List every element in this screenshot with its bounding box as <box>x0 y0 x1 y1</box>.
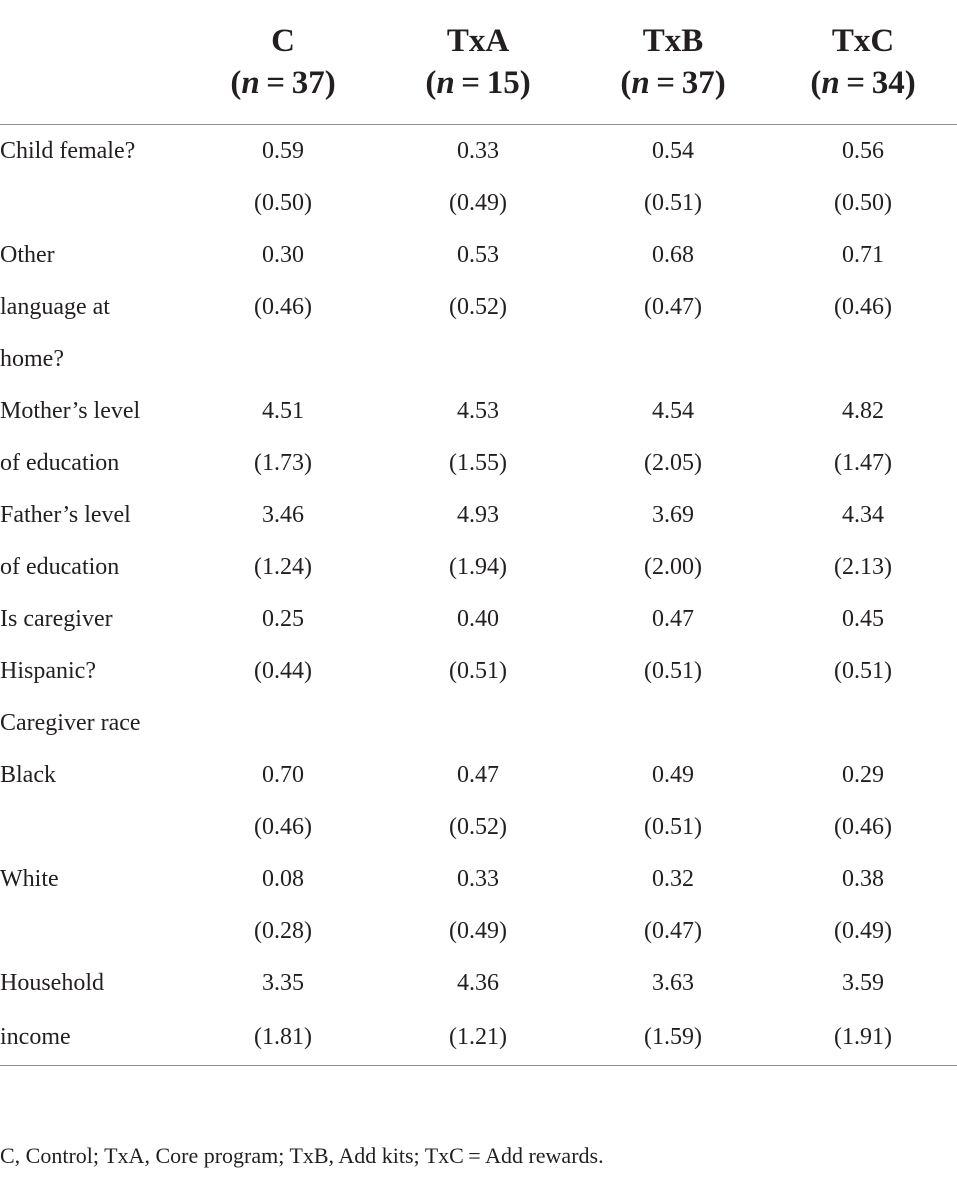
value-cell: 0.70 <box>262 761 304 788</box>
value-cell: 0.49 <box>652 761 694 788</box>
table-row <box>0 749 957 801</box>
table-row <box>0 281 957 333</box>
value-cell: (0.51) <box>834 657 892 684</box>
value-cell: 3.59 <box>842 969 884 996</box>
value-cell <box>769 697 957 749</box>
value-cell: 0.40 <box>457 605 499 632</box>
row-label: Other <box>0 241 55 268</box>
row-label: Black <box>0 761 56 788</box>
row-label: White <box>0 865 59 892</box>
value-cell: 0.56 <box>842 137 884 164</box>
value-cell <box>379 697 577 749</box>
table-row <box>0 1009 957 1066</box>
value-cell <box>187 697 379 749</box>
value-cell: 3.69 <box>652 501 694 528</box>
value-cell: (0.49) <box>449 189 507 216</box>
value-cell: (0.46) <box>834 293 892 320</box>
column-sample-size: (n = 15) <box>425 65 531 101</box>
value-cell <box>577 697 769 749</box>
table-row <box>0 697 957 749</box>
value-cell: (0.52) <box>449 293 507 320</box>
value-cell: 3.63 <box>652 969 694 996</box>
value-cell: 0.59 <box>262 137 304 164</box>
value-cell: (0.49) <box>449 917 507 944</box>
value-cell: 0.29 <box>842 761 884 788</box>
value-cell: (2.13) <box>834 553 892 580</box>
column-header-txc <box>769 0 957 125</box>
value-cell <box>769 333 957 385</box>
value-cell: (0.50) <box>254 189 312 216</box>
table-row <box>0 957 957 1009</box>
table-row <box>0 593 957 645</box>
table-row <box>0 125 957 178</box>
value-cell: 0.38 <box>842 865 884 892</box>
row-label <box>0 905 187 957</box>
table-row <box>0 437 957 489</box>
value-cell: 0.53 <box>457 241 499 268</box>
value-cell: 3.46 <box>262 501 304 528</box>
value-cell: (2.05) <box>644 449 702 476</box>
value-cell: (1.55) <box>449 449 507 476</box>
value-cell: (1.24) <box>254 553 312 580</box>
value-cell: 4.53 <box>457 397 499 424</box>
value-cell <box>187 333 379 385</box>
table-row <box>0 801 957 853</box>
table-row <box>0 177 957 229</box>
table-row <box>0 645 957 697</box>
row-label: Caregiver race <box>0 709 141 736</box>
value-cell: 0.32 <box>652 865 694 892</box>
value-cell: (0.28) <box>254 917 312 944</box>
column-header-c <box>187 0 379 125</box>
value-cell: (1.21) <box>379 1009 577 1066</box>
column-header-txa <box>379 0 577 125</box>
column-sample-size: (n = 34) <box>810 65 916 101</box>
value-cell: (0.47) <box>644 917 702 944</box>
value-cell: (0.51) <box>644 189 702 216</box>
column-name: TxB <box>642 23 704 59</box>
table-row <box>0 333 957 385</box>
value-cell: (0.49) <box>834 917 892 944</box>
row-label: income <box>0 1009 187 1066</box>
value-cell: 0.25 <box>262 605 304 632</box>
value-cell: (0.50) <box>834 189 892 216</box>
value-cell: 3.35 <box>262 969 304 996</box>
value-cell: (1.81) <box>187 1009 379 1066</box>
value-cell: (0.51) <box>644 657 702 684</box>
row-label <box>0 801 187 853</box>
table-header-row <box>0 0 957 125</box>
value-cell: 0.71 <box>842 241 884 268</box>
column-name: TxC <box>831 23 895 59</box>
value-cell: 4.51 <box>262 397 304 424</box>
row-label: Household <box>0 969 104 996</box>
row-label: Father’s level <box>0 501 131 528</box>
row-label: language at <box>0 293 110 320</box>
table-body <box>0 125 957 1066</box>
table-row <box>0 229 957 281</box>
value-cell: 0.30 <box>262 241 304 268</box>
table-row <box>0 541 957 593</box>
value-cell: 4.54 <box>652 397 694 424</box>
value-cell: (0.46) <box>834 813 892 840</box>
value-cell: 0.08 <box>262 865 304 892</box>
value-cell: 4.82 <box>842 397 884 424</box>
value-cell: (0.47) <box>644 293 702 320</box>
value-cell: (0.51) <box>644 813 702 840</box>
column-sample-size: (n = 37) <box>230 65 336 101</box>
row-label <box>0 177 187 229</box>
value-cell: (1.73) <box>254 449 312 476</box>
header-label-cell <box>0 0 187 125</box>
value-cell: (1.91) <box>769 1009 957 1066</box>
value-cell: (0.44) <box>254 657 312 684</box>
value-cell: 0.33 <box>457 137 499 164</box>
value-cell: (2.00) <box>644 553 702 580</box>
value-cell: 4.36 <box>457 969 499 996</box>
column-header-txb <box>577 0 769 125</box>
value-cell: (0.52) <box>449 813 507 840</box>
value-cell <box>577 333 769 385</box>
row-label: Mother’s level <box>0 397 141 424</box>
value-cell: 0.33 <box>457 865 499 892</box>
value-cell: 4.93 <box>457 501 499 528</box>
table-row <box>0 385 957 437</box>
value-cell: 4.34 <box>842 501 884 528</box>
value-cell: 0.47 <box>652 605 694 632</box>
table-row <box>0 489 957 541</box>
value-cell: (0.46) <box>254 293 312 320</box>
row-label: of education <box>0 553 120 580</box>
row-label: Hispanic? <box>0 657 96 684</box>
column-name: TxA <box>446 23 510 59</box>
table-row <box>0 853 957 905</box>
value-cell: (1.47) <box>834 449 892 476</box>
value-cell: 0.47 <box>457 761 499 788</box>
row-label: home? <box>0 345 64 372</box>
value-cell <box>379 333 577 385</box>
table-footnote: C, Control; TxA, Core program; TxB, Add kits; TxC = Add rewards. <box>0 1143 604 1168</box>
value-cell: (1.94) <box>449 553 507 580</box>
row-label: of education <box>0 449 120 476</box>
row-label: Is caregiver <box>0 605 113 632</box>
column-name: C <box>271 23 295 59</box>
value-cell: 0.54 <box>652 137 694 164</box>
value-cell: 0.68 <box>652 241 694 268</box>
value-cell: 0.45 <box>842 605 884 632</box>
table-row <box>0 905 957 957</box>
value-cell: (0.51) <box>449 657 507 684</box>
column-sample-size: (n = 37) <box>620 65 726 101</box>
value-cell: (1.59) <box>577 1009 769 1066</box>
value-cell: (0.46) <box>254 813 312 840</box>
row-label: Child female? <box>0 137 136 164</box>
